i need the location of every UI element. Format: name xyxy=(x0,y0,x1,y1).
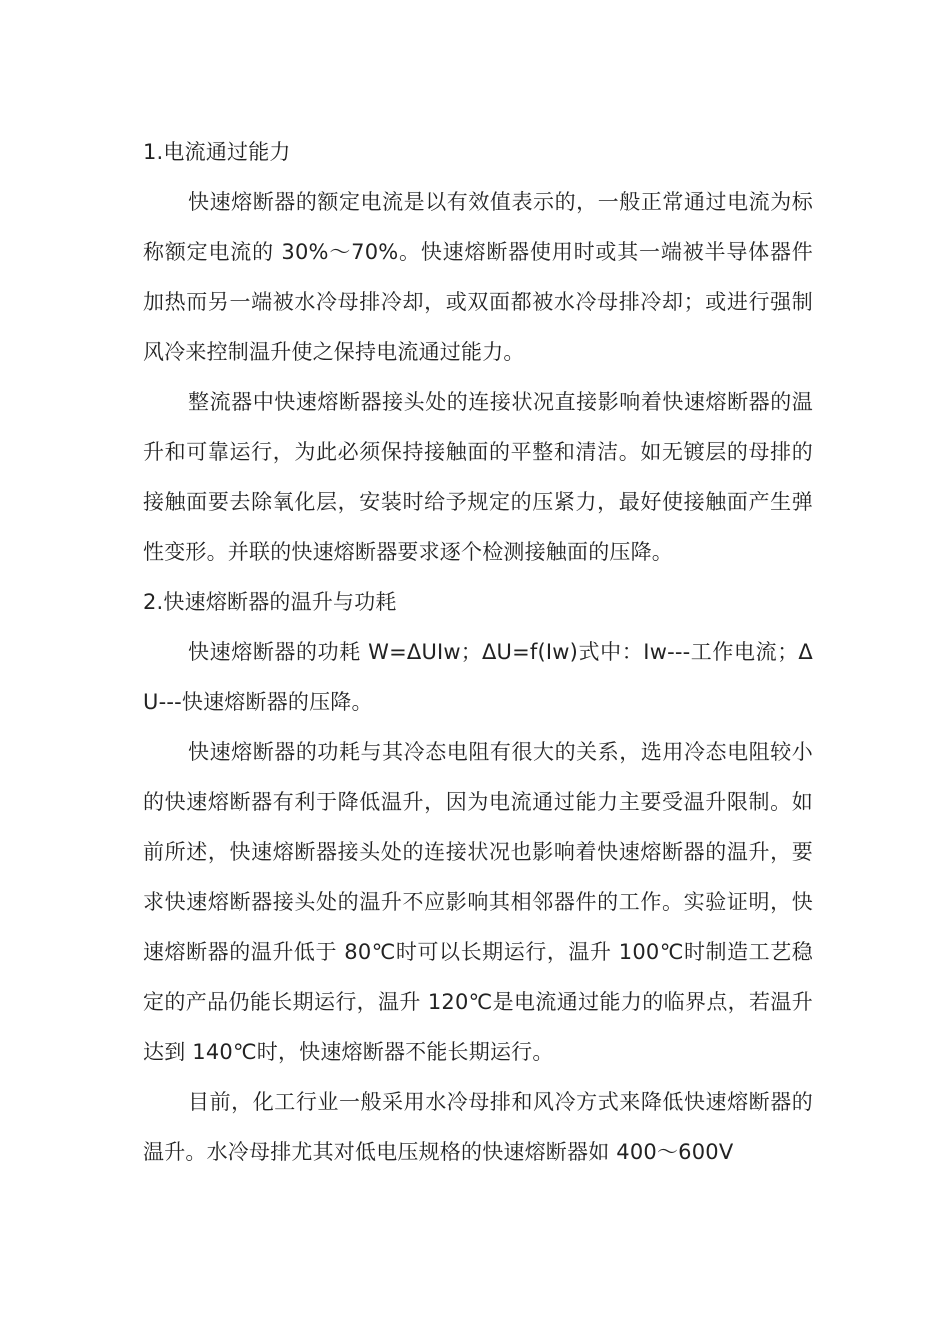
section-heading-temperature-power: 2.快速熔断器的温升与功耗 xyxy=(143,590,397,614)
paragraph-power-formula: 快速熔断器的功耗 W=ΔUIw；ΔU=f(Iw)式中：Iw---工作电流；ΔU---快速熔断器的压降。 xyxy=(143,640,813,714)
paragraph-cooling-methods: 目前，化工行业一般采用水冷母排和风冷方式来降低快速熔断器的温升。水冷母排尤其对低电压规格的快速熔断器如 400～600V xyxy=(143,1090,813,1164)
document-body xyxy=(143,127,813,1177)
paragraph-rated-current: 快速熔断器的额定电流是以有效值表示的，一般正常通过电流为标称额定电流的 30%～70%。快速熔断器使用时或其一端被半导体器件加热而另一端被水冷母排冷却，或双面都被水冷母排冷却；或进行强制风冷来控制温升使之保持电流通过能力。 xyxy=(143,190,813,364)
paragraph-contact-condition: 整流器中快速熔断器接头处的连接状况直接影响着快速熔断器的温升和可靠运行，为此必须保持接触面的平整和清洁。如无镀层的母排的接触面要去除氧化层，安装时给予规定的压紧力，最好使接触面产生弹性变形。并联的快速熔断器要求逐个检测接触面的压降。 xyxy=(143,390,813,564)
paragraph-cold-resistance: 快速熔断器的功耗与其冷态电阻有很大的关系，选用冷态电阻较小的快速熔断器有利于降低温升，因为电流通过能力主要受温升限制。如前所述，快速熔断器接头处的连接状况也影响着快速熔断器的温升，要求快速熔断器接头处的温升不应影响其相邻器件的工作。实验证明，快速熔断器的温升低于 80℃时可以长期运行，温升 100℃时制造工艺稳定的产品仍能长期运行，温升 120℃是电流通过能力的临界点，若温升达到 140℃时，快速熔断器不能长期运行。 xyxy=(143,740,813,1064)
section-heading-current-capacity: 1.电流通过能力 xyxy=(143,140,291,164)
